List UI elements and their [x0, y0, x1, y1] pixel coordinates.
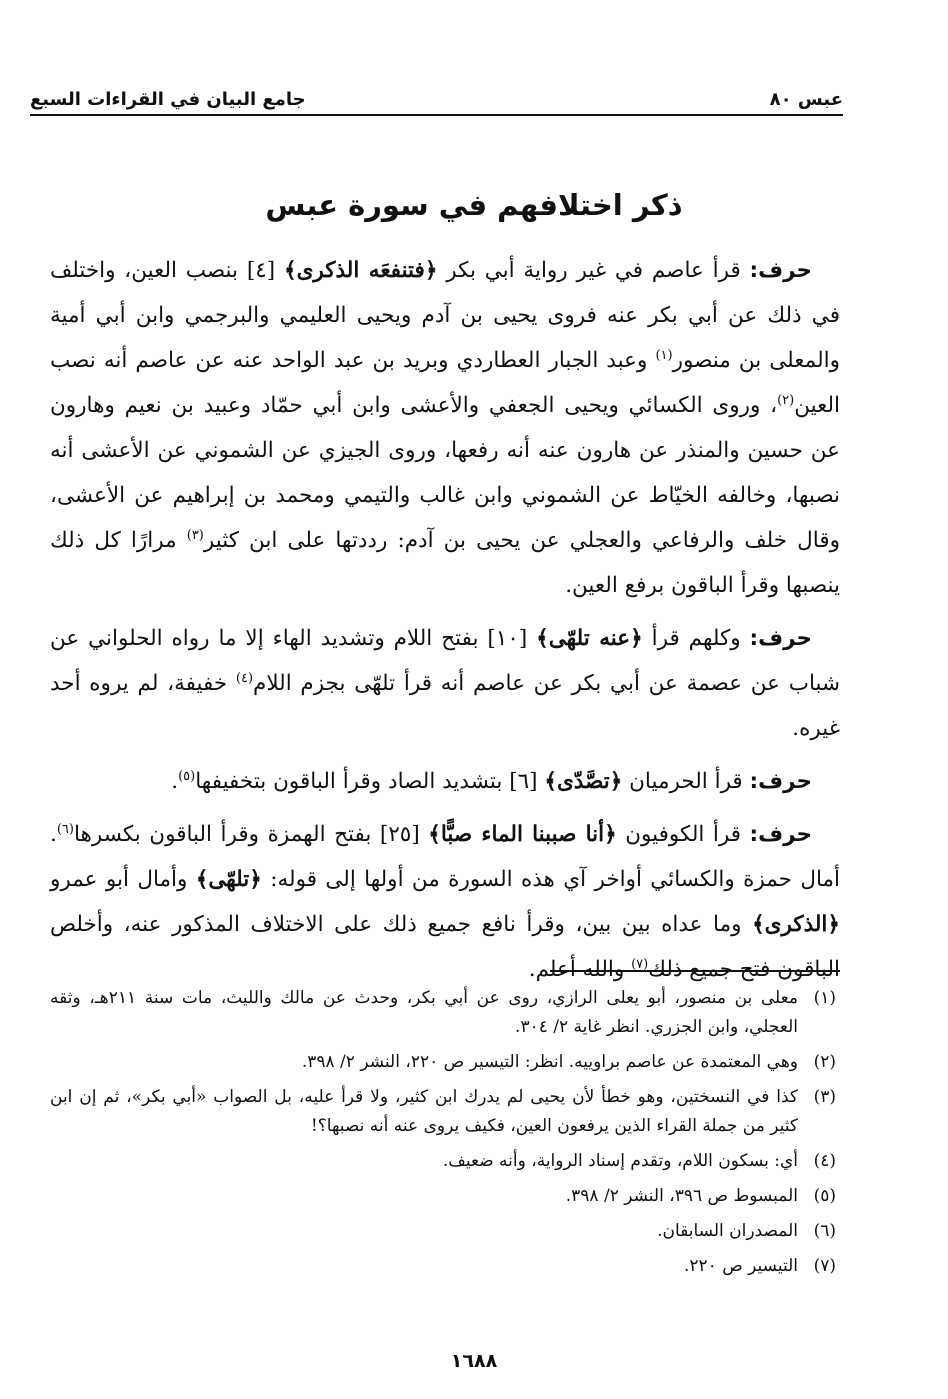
- footnote-number: (٣): [813, 1087, 836, 1107]
- chapter-title: ذكر اختلافهم في سورة عبس: [265, 188, 683, 222]
- quran-quote: ﴿أنا صببنا الماء صبًّا﴾: [428, 822, 617, 847]
- footnote-number: (١): [813, 988, 836, 1008]
- body-text: مرارًا كل ذلك ينصبها وقرأ الباقون برفع العين.: [50, 528, 840, 598]
- harf-paragraph: [50, 812, 840, 992]
- body-text: [٦] بتشديد الصاد وقرأ الباقون بتخفيفها: [195, 769, 545, 794]
- footnote-ref[interactable]: (١): [655, 347, 673, 363]
- main-text: [50, 248, 840, 1000]
- footnote-item: [50, 1217, 836, 1246]
- footnote-text: كذا في النسختين، وهو خطأ لأن يحيى لم يدرك ابن كثير، ولا قرأ عليه، بل الصواب «أبي بكر»، ثم إن ابن كثير من جملة القراء الذين يرفعون العين، فكيف يروى عنه أنه نصبها؟!: [50, 1087, 798, 1136]
- footnotes: [50, 984, 836, 1287]
- footnote-ref[interactable]: (٣): [186, 527, 204, 543]
- quran-quote: ﴿تصَّدّى﴾: [544, 769, 623, 794]
- harf-label: حرف:: [749, 258, 812, 283]
- footnote-text: أي: بسكون اللام، وتقدم إسناد الرواية، وأنه ضعيف.: [442, 1151, 798, 1171]
- header-surah-label: عبس ٨٠: [769, 89, 843, 110]
- footnote-item: [50, 1083, 836, 1141]
- body-text: [٤] بنصب العين، واختلف في ذلك عن أبي بكر عنه فروى يحيى بن آدم ويحيى العليمي والبرجمي وابن أبي أمية والمعلى بن منصور: [50, 258, 841, 373]
- footnote-text: وهي المعتمدة عن عاصم براوييه. انظر: التيسير ص ٢٢٠، النشر ٢/ ٣٩٨.: [301, 1052, 798, 1072]
- footnote-separator: [550, 970, 840, 972]
- header-book-title: جامع البيان في القراءات السبع: [30, 89, 306, 110]
- footnote-text: المبسوط ص ٣٩٦، النشر ٢/ ٣٩٨.: [565, 1186, 798, 1206]
- harf-label: حرف:: [749, 626, 812, 651]
- footnote-item: [50, 984, 836, 1042]
- body-text: .: [171, 769, 179, 794]
- body-text: [١٠] بفتح اللام وتشديد الهاء إلا ما رواه الحلواني عن شباب عن عصمة عن أبي بكر عن عاصم أنه قرأ تلهّى بجزم اللام: [50, 626, 840, 696]
- footnote-number: (٧): [813, 1256, 836, 1276]
- body-text: ، وروى الكسائي ويحيى الجعفي والأعشى وابن أبي حمّاد وعبيد بن نعيم وهارون عن حسين والمنذر عن هارون عنه أنه رفعها، وروى الجيزي عن الشموني عن الأعشى أنه نصبها، وخالفه الخيّاط عن الشموني وابن غالب والتيمي ومحمد بن إبراهيم عن الأعشى، وقال خلف والرفاعي والعجلي عن يحيى بن آدم: رددتها على ابن كثير: [50, 393, 840, 553]
- quran-quote: ﴿فتنفعَه الذكرى﴾: [284, 258, 438, 283]
- body-text: وعبد الجبار العطاردي وبريد بن عبد الواحد عنه عن عاصم أنه نصب العين: [50, 348, 840, 418]
- footnote-ref[interactable]: (٧): [631, 956, 649, 972]
- body-text: قرأ الحرميان: [622, 769, 750, 794]
- quran-quote: ﴿تلهّى﴾: [195, 867, 262, 892]
- footnote-text: معلى بن منصور، أبو يعلى الرازي، روى عن أبي بكر، وحدث عن مالك والليث، مات سنة ٢١١هـ، وثقه العجلي، وابن الجزري. انظر غاية ٢/ ٣٠٤.: [50, 988, 798, 1037]
- quran-quote: ﴿الذكرى﴾: [752, 912, 840, 937]
- body-text: خفيفة، لم يروه أحد غيره.: [50, 671, 840, 741]
- footnote-number: (٦): [813, 1221, 836, 1241]
- body-text: قرأ الكوفيون: [616, 822, 750, 847]
- harf-paragraph: [50, 759, 840, 804]
- footnote-ref[interactable]: (٤): [235, 670, 254, 686]
- footnote-item: [50, 1182, 836, 1211]
- running-header: [30, 82, 843, 116]
- footnote-number: (٥): [813, 1186, 836, 1206]
- body-text: والله أعلم.: [528, 957, 632, 982]
- body-text: وما عداه بين بين، وقرأ نافع جميع ذلك على الاختلاف المذكور عنه، وأخلص الباقون فتح جميع ذلك: [50, 912, 840, 982]
- body-text: قرأ عاصم في غير رواية أبي بكر: [437, 258, 750, 283]
- harf-paragraph: [50, 616, 840, 751]
- harf-paragraph: [50, 248, 840, 608]
- footnote-item: [50, 1147, 836, 1176]
- footnote-text: المصدران السابقان.: [657, 1221, 798, 1241]
- body-text: [٢٥] بفتح الهمزة وقرأ الباقون بكسرها: [73, 822, 429, 847]
- body-text: وأمال أبو عمرو: [50, 867, 196, 892]
- harf-label: حرف:: [749, 822, 812, 847]
- footnote-text: التيسير ص ٢٢٠.: [683, 1256, 798, 1276]
- footnote-ref[interactable]: (٦): [56, 821, 74, 837]
- footnote-ref[interactable]: (٥): [178, 768, 196, 784]
- body-text: وكلهم قرأ: [642, 626, 750, 651]
- body-text: . أمال حمزة والكسائي أواخر آي هذه السورة من أولها إلى قوله:: [50, 822, 840, 892]
- footnote-ref[interactable]: (٢): [777, 392, 795, 408]
- footnote-number: (٢): [813, 1052, 836, 1072]
- footnote-number: (٤): [813, 1151, 836, 1171]
- page-number: ١٦٨٨: [450, 1350, 498, 1372]
- footnote-item: [50, 1048, 836, 1077]
- footnote-item: [50, 1252, 836, 1281]
- harf-label: حرف:: [749, 769, 812, 794]
- quran-quote: ﴿عنه تلهّى﴾: [536, 626, 643, 651]
